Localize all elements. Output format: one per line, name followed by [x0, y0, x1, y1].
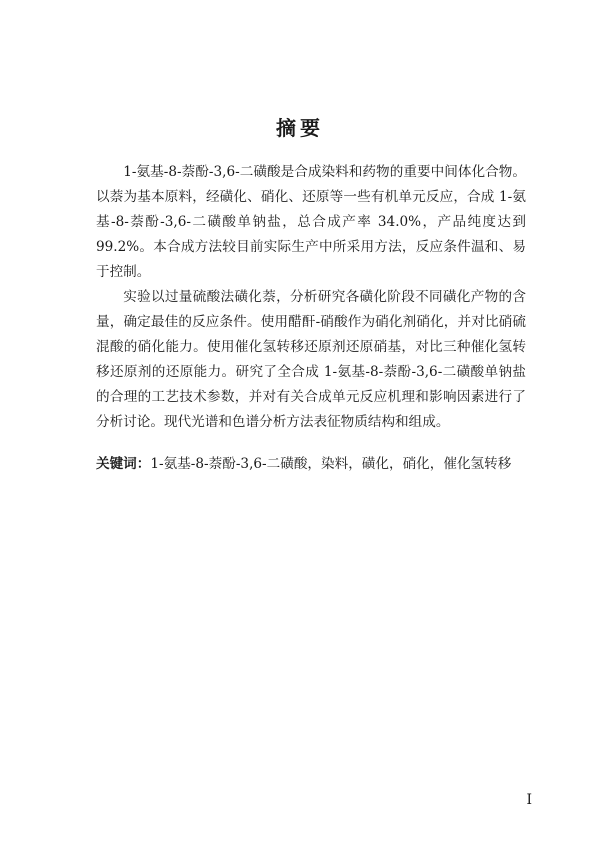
keywords-label: 关键词： [96, 456, 151, 472]
page-title: 摘要 [276, 116, 324, 140]
abstract-body [96, 160, 526, 435]
keywords-line [96, 452, 536, 477]
abstract-paragraph-1: 1-氨基-8-萘酚-3,6-二磺酸是合成染料和药物的重要中间体化合物。以萘为基本原料，经磺化、硝化、还原等一些有机单元反应，合成 1-氨基-8-萘酚-3,6-二磺酸单钠盐，总合成产率 34.0%，产品纯度达到 99.2%。本合成方法较目前实际生产中所采用方法，反应条件温和、易于控制。 [96, 164, 526, 280]
abstract-paragraph-2: 实验以过量硫酸法磺化萘，分析研究各磺化阶段不同磺化产物的含量，确定最佳的反应条件。使用醋酐-硝酸作为硝化剂硝化，并对比硝硫混酸的硝化能力。使用催化氢转移还原剂还原硝基，对比三种催化氢转移还原剂的还原能力。研究了全合成 1-氨基-8-萘酚-3,6-二磺酸单钠盐的合理的工艺技术参数，并对有关合成单元反应机理和影响因素进行了分析讨论。现代光谱和色谱分析方法表征物质结构和组成。 [96, 289, 526, 430]
page-number: I [526, 792, 532, 808]
keywords-text: 1-氨基-8-萘酚-3,6-二磺酸，染料，磺化，硝化，催化氢转移 [150, 456, 512, 472]
